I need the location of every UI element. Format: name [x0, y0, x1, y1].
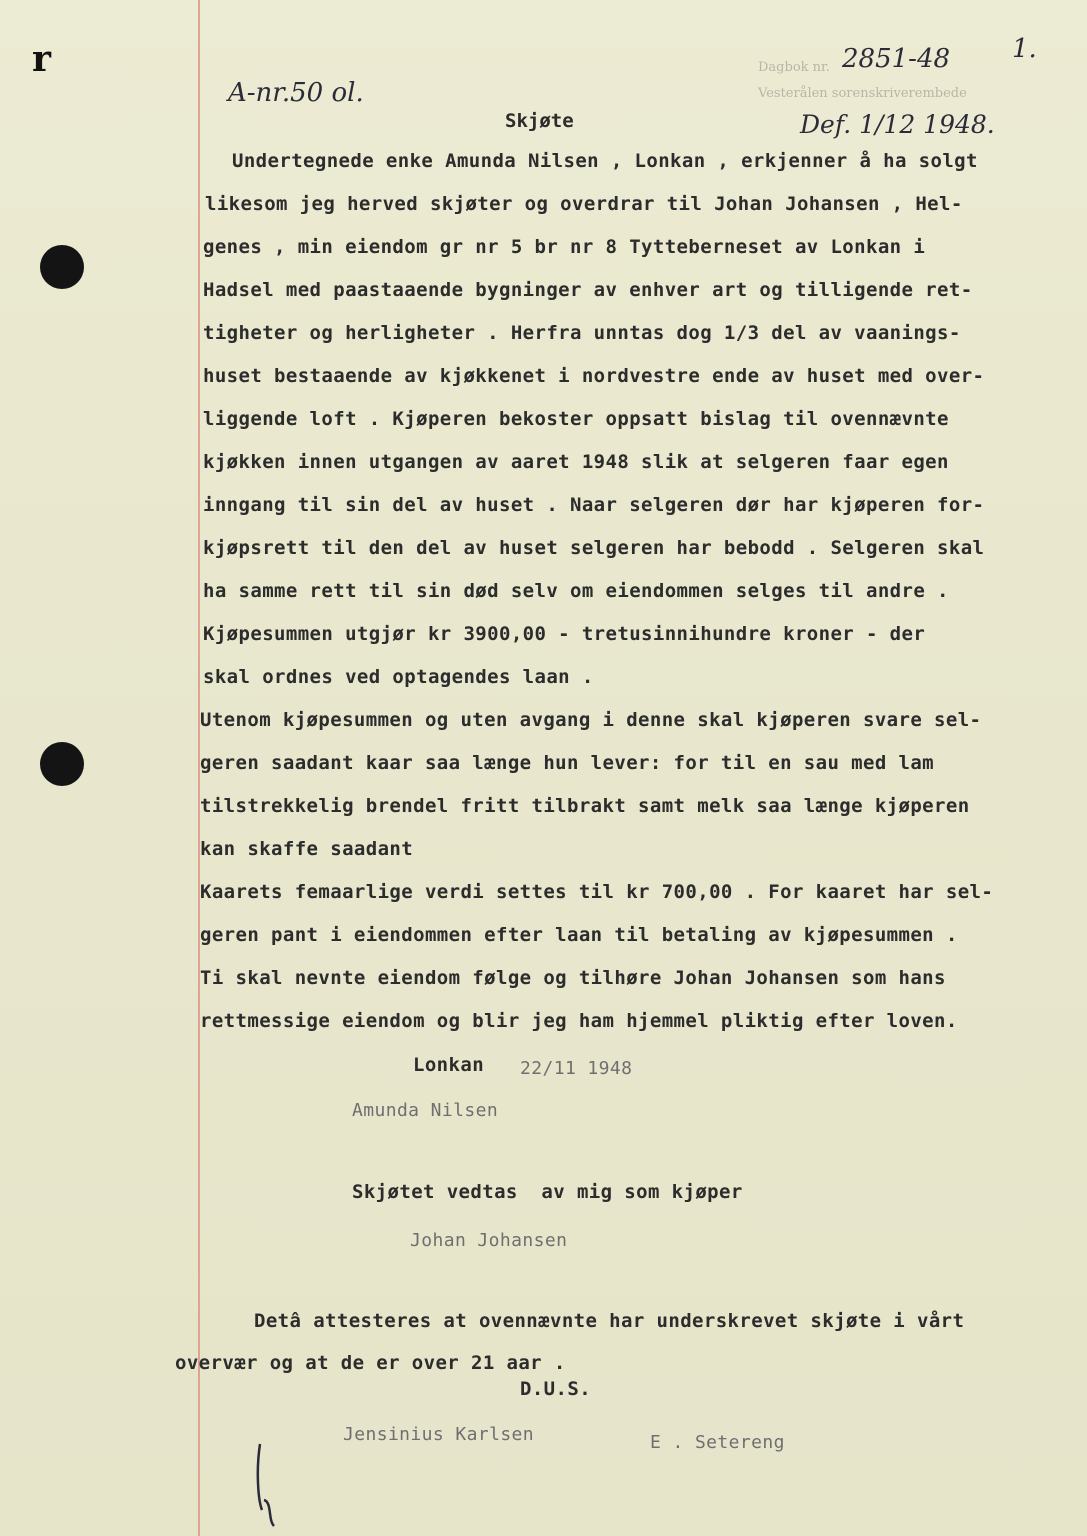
body-line: skal ordnes ved optagendes laan .	[203, 666, 594, 688]
seller-signature: Amunda Nilsen	[352, 1100, 499, 1121]
stamp-office: Vesterålen sorenskriverembede	[758, 86, 967, 101]
place: Lonkan	[413, 1054, 485, 1076]
body-line: Ti skal nevnte eiendom følge og tilhøre Johan Johansen som hans	[200, 967, 946, 989]
body-line: inngang til sin del av huset . Naar selgeren dør har kjøperen for-	[203, 494, 985, 516]
page-number: 1.	[1012, 34, 1037, 64]
body-line: tigheter og herligheter . Herfra unntas dog 1/3 del av vaanings-	[203, 322, 961, 344]
attestation-line: overvær og at de er over 21 aar .	[175, 1352, 566, 1374]
body-line: kjøkken innen utgangen av aaret 1948 slik at selgeren faar egen	[203, 451, 949, 473]
body-line: geren pant i eiendommen efter laan til betaling av kjøpesummen .	[200, 924, 958, 946]
signing-date: 22/11 1948	[520, 1058, 633, 1079]
archive-reference: A-nr.50 ol.	[228, 78, 364, 108]
punch-hole-top	[40, 245, 84, 289]
witness-signature: E . Setereng	[650, 1432, 785, 1453]
buyer-signature: Johan Johansen	[410, 1230, 568, 1251]
body-line: Kaarets femaarlige verdi settes til kr 700,00 . For kaaret har sel-	[200, 881, 994, 903]
body-line: ha samme rett til sin død selv om eiendommen selges til andre .	[203, 580, 949, 602]
body-line: kjøpsrett til den del av huset selgeren har bebodd . Selgeren skal	[203, 537, 985, 559]
body-line: tilstrekkelig brendel fritt tilbrakt samt melk saa længe kjøperen	[200, 795, 970, 817]
body-line: kan skaffe saadant	[200, 838, 414, 860]
attestation-line: Detâ attesteres at ovennævnte har underskrevet skjøte i vårt	[254, 1310, 965, 1332]
date-note: Def. 1/12 1948.	[800, 110, 995, 139]
witness-signature: Jensinius Karlsen	[343, 1424, 535, 1445]
corner-mark: r	[32, 38, 51, 80]
acceptance-text: Skjøtet vedtas av mig som kjøper	[352, 1181, 743, 1203]
body-line: liggende loft . Kjøperen bekoster oppsatt bislag til ovennævnte	[203, 408, 949, 430]
body-line: huset bestaaende av kjøkkenet i nordvestre ende av huset med over-	[203, 365, 985, 387]
body-line: genes , min eiendom gr nr 5 br nr 8 Tytteberneset av Lonkan i	[203, 236, 926, 258]
document-title: Skjøte	[505, 110, 574, 132]
handwritten-scribble	[248, 1440, 298, 1530]
body-line: likesom jeg herved skjøter og overdrar til Johan Johansen , Hel-	[205, 193, 963, 215]
dagbok-number: 2851-48	[842, 44, 951, 74]
body-line: Kjøpesummen utgjør kr 3900,00 - tretusinnihundre kroner - der	[203, 623, 926, 645]
stamp-dagbok: Dagbok nr.	[758, 60, 830, 75]
body-line: Undertegnede enke Amunda Nilsen , Lonkan , erkjenner å ha solgt	[232, 150, 978, 172]
punch-hole-bottom	[40, 742, 84, 786]
body-line: rettmessige eiendom og blir jeg ham hjemmel pliktig efter loven.	[200, 1010, 958, 1032]
body-line: Hadsel med paastaaende bygninger av enhver art og tilligende ret-	[203, 279, 973, 301]
dus-mark: D.U.S.	[520, 1378, 592, 1400]
body-line: Utenom kjøpesummen og uten avgang i denne skal kjøperen svare sel-	[200, 709, 982, 731]
body-line: geren saadant kaar saa længe hun lever: for til en sau med lam	[200, 752, 935, 774]
